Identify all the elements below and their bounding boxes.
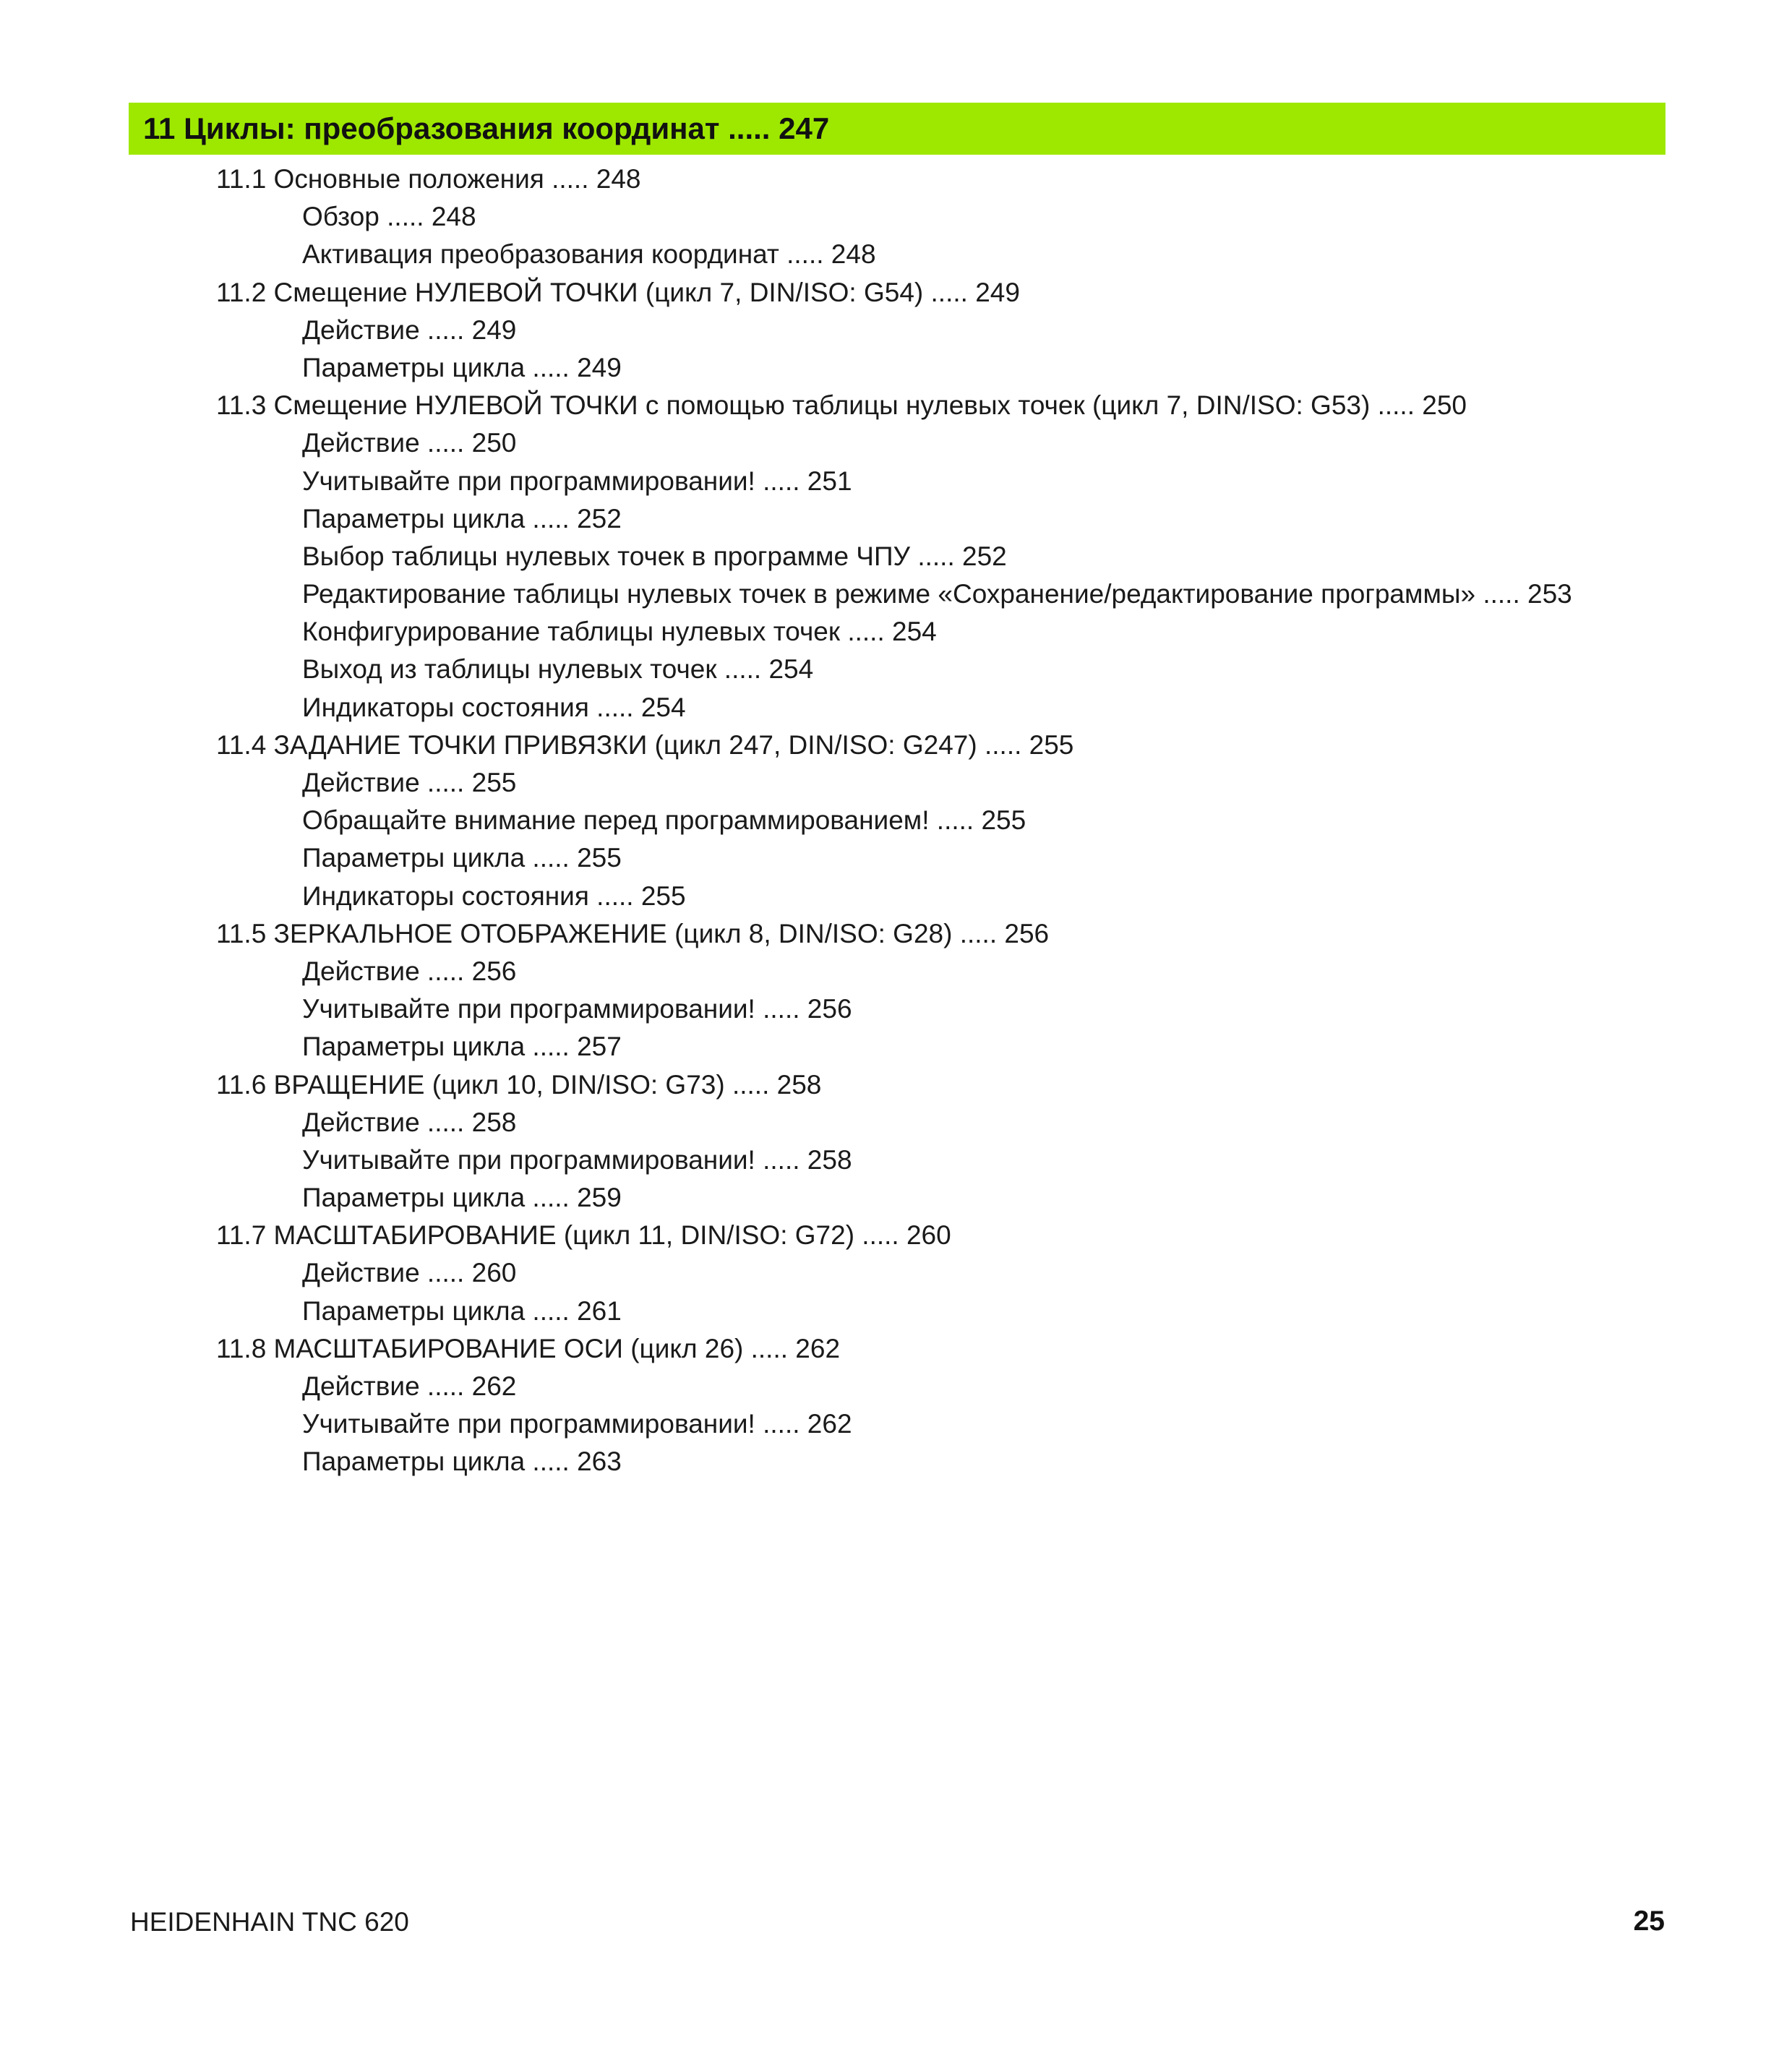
toc-section-entry[interactable]: 11.5 ЗЕРКАЛЬНОЕ ОТОБРАЖЕНИЕ (цикл 8, DIN/ISO: G28) ..... 256	[216, 918, 1050, 948]
toc-subsection-entry[interactable]: Действие ..... 262	[302, 1371, 517, 1401]
toc-subsection-entry[interactable]: Действие ..... 258	[302, 1107, 517, 1137]
toc-subsection-entry[interactable]: Параметры цикла ..... 261	[302, 1295, 622, 1326]
toc-subsection-entry[interactable]: Выбор таблицы нулевых точек в программе ЧПУ ..... 252	[302, 541, 1007, 571]
toc-section-entry[interactable]: 11.7 МАСШТАБИРОВАНИЕ (цикл 11, DIN/ISO: G72) ..... 260	[216, 1220, 951, 1251]
toc-section-entry[interactable]: 11.8 МАСШТАБИРОВАНИЕ ОСИ (цикл 26) ..... 262	[216, 1333, 841, 1363]
toc-subsection-entry[interactable]: Конфигурирование таблицы нулевых точек ..... 254	[302, 617, 937, 647]
toc-section-entry[interactable]: 11.4 ЗАДАНИЕ ТОЧКИ ПРИВЯЗКИ (цикл 247, DIN/ISO: G247) ..... 255	[216, 729, 1074, 760]
chapter-heading-bar	[129, 103, 1665, 155]
toc-subsection-entry[interactable]: Действие ..... 249	[302, 314, 517, 345]
toc-section-entry[interactable]: 11.6 ВРАЩЕНИЕ (цикл 10, DIN/ISO: G73) ..... 258	[216, 1069, 822, 1100]
toc-subsection-entry[interactable]: Учитывайте при программировании! ..... 262	[302, 1409, 852, 1439]
toc-subsection-entry[interactable]: Действие ..... 260	[302, 1258, 517, 1288]
table-of-contents	[0, 160, 1792, 1481]
toc-subsection-entry[interactable]: Параметры цикла ..... 257	[302, 1032, 622, 1062]
toc-subsection-entry[interactable]: Индикаторы состояния ..... 255	[302, 881, 686, 911]
toc-subsection-entry[interactable]: Параметры цикла ..... 252	[302, 503, 622, 534]
toc-subsection-entry[interactable]: Параметры цикла ..... 259	[302, 1183, 622, 1213]
toc-section-entry[interactable]: 11.1 Основные положения ..... 248	[216, 164, 641, 194]
toc-subsection-entry[interactable]: Обращайте внимание перед программированием! ..... 255	[302, 805, 1026, 836]
toc-subsection-entry[interactable]: Активация преобразования координат ..... 248	[302, 239, 876, 270]
toc-subsection-entry[interactable]: Редактирование таблицы нулевых точек в режиме «Сохранение/редактирование программы» ..... 253	[302, 579, 1572, 609]
toc-subsection-entry[interactable]: Индикаторы состояния ..... 254	[302, 692, 686, 722]
toc-subsection-entry[interactable]: Действие ..... 250	[302, 428, 517, 458]
toc-subsection-entry[interactable]: Учитывайте при программировании! ..... 251	[302, 466, 852, 496]
toc-subsection-entry[interactable]: Действие ..... 255	[302, 768, 517, 797]
toc-section-entry[interactable]: 11.2 Смещение НУЛЕВОЙ ТОЧКИ (цикл 7, DIN/ISO: G54) ..... 249	[216, 277, 1020, 307]
toc-subsection-entry[interactable]: Параметры цикла ..... 249	[302, 352, 622, 382]
toc-subsection-entry[interactable]: Обзор ..... 248	[302, 202, 476, 232]
toc-subsection-entry[interactable]: Учитывайте при программировании! ..... 258	[302, 1144, 852, 1175]
toc-section-entry[interactable]: 11.3 Смещение НУЛЕВОЙ ТОЧКИ с помощью таблицы нулевых точек (цикл 7, DIN/ISO: G53) ..... 250	[216, 390, 1467, 421]
chapter-title: 11 Циклы: преобразования координат ..... 247	[143, 111, 830, 145]
toc-subsection-entry[interactable]: Параметры цикла ..... 263	[302, 1447, 622, 1477]
toc-subsection-entry[interactable]: Учитывайте при программировании! ..... 256	[302, 994, 852, 1024]
page-number: 25	[1633, 1906, 1665, 1937]
toc-subsection-entry[interactable]: Выход из таблицы нулевых точек ..... 254	[302, 654, 814, 685]
toc-subsection-entry[interactable]: Действие ..... 256	[302, 956, 517, 986]
footer-product-name: HEIDENHAIN TNC 620	[130, 1907, 409, 1937]
toc-subsection-entry[interactable]: Параметры цикла ..... 255	[302, 843, 622, 873]
